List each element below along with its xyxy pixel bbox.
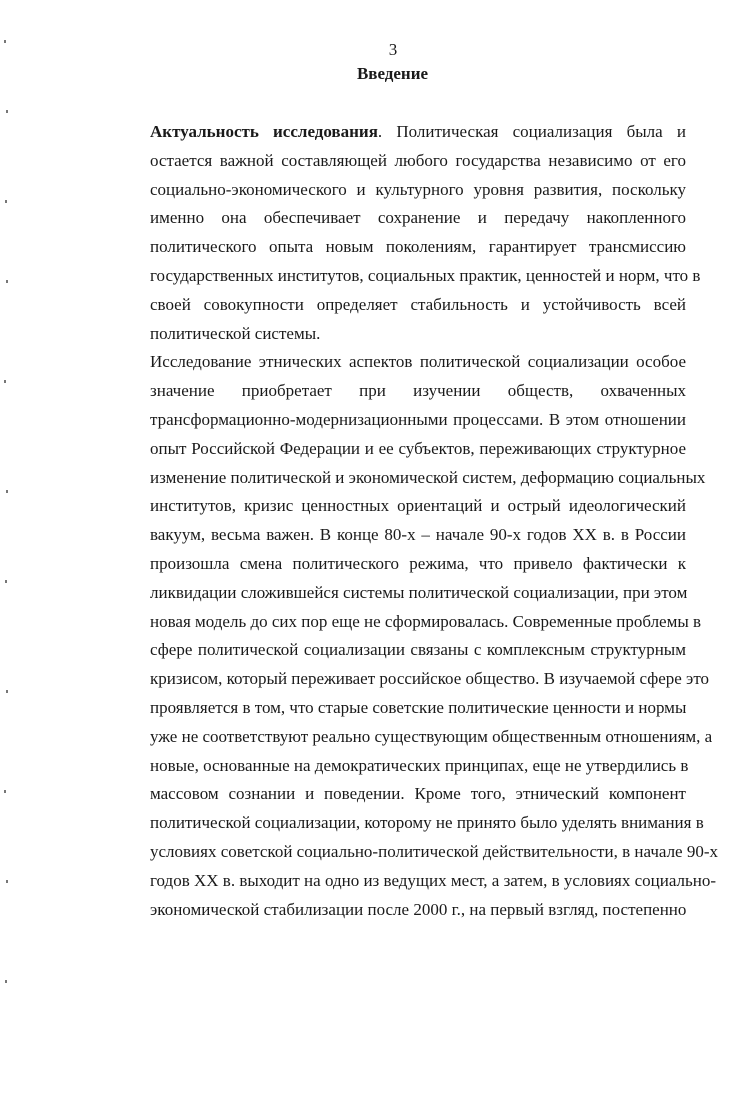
scan-speck [6,880,8,883]
text-line: социально-экономического и культурного уровня развития, поскольку [150,179,686,199]
text-line: кризисом, который переживает российское общество. В изучаемой сфере это [150,669,710,689]
text-line: сфере политической социализации связаны с комплексным структурным [150,640,686,660]
text-line: произошла смена политического режима, что привело фактически к [150,553,686,573]
page-title: Введение [356,64,429,83]
scan-speck [6,280,8,283]
text-line: остается важной составляющей любого государства независимо от его [150,150,686,170]
document-body [118,118,719,924]
text-line: экономической стабилизации после 2000 г., на первый взгляд, постепенно [150,899,687,919]
scan-speck [6,690,8,693]
scan-edge-artifact [4,20,10,1020]
text-line: трансформационно-модернизационными процессами. В этом отношении [150,409,686,429]
scan-speck [5,980,7,983]
text-line: изменение политической и экономической систем, деформацию социальных [150,467,706,487]
text-line: политической социализации, которому не принято было уделять внимания в [150,813,704,833]
text-line: институтов, кризис ценностных ориентаций и острый идеологический [150,496,686,516]
scan-speck [6,490,8,493]
paragraph-relevance [118,118,701,348]
text-line: проявляется в том, что старые советские политические ценности и нормы [150,697,687,717]
paragraph-ethnic-aspects [118,348,719,924]
scan-speck [5,580,7,583]
text-line: Исследование этнических аспектов политической социализации особое [150,352,686,372]
text-line: значение приобретает при изучении обществ, охваченных [150,381,686,401]
text-line: политического опыта новым поколениям, гарантирует трансмиссию [150,237,686,257]
scan-speck [5,200,7,203]
text-line: массовом сознании и поведении. Кроме того, этнический компонент [150,784,686,804]
text-line: опыт Российской Федерации и ее субъектов, переживающих структурное [150,438,686,458]
text-line: политической системы. [150,323,321,343]
text-line: государственных институтов, социальных практик, ценностей и норм, что в [150,265,701,285]
scan-speck [6,110,8,113]
scan-speck [4,380,6,383]
lead-heading: Актуальность исследования [150,122,378,141]
scan-speck [4,790,6,793]
text-line: условиях советской социально-политической действительности, в начале 90-х [150,841,719,861]
text-line: новая модель до сих пор еще не сформировалась. Современные проблемы в [150,611,702,631]
text-line: именно она обеспечивает сохранение и передачу накопленного [150,208,686,228]
text-line: своей совокупности определяет стабильность и устойчивость всей [150,294,686,314]
text-line: вакуум, весьма важен. В конце 80-х – начале 90-х годов XX в. в России [150,525,686,545]
text-line: новые, основанные на демократических принципах, еще не утвердились в [150,755,689,775]
text-line: Актуальность исследования. Политическая социализация была и [150,122,686,141]
text-line: уже не соответствуют реально существующим общественным отношениям, а [150,726,713,746]
text-line: ликвидации сложившейся системы политической социализации, при этом [150,582,688,602]
page-number: 3 [388,40,398,59]
text-line: годов XX в. выходит на одно из ведущих мест, а затем, в условиях социально- [150,870,717,890]
scan-speck [4,40,6,43]
